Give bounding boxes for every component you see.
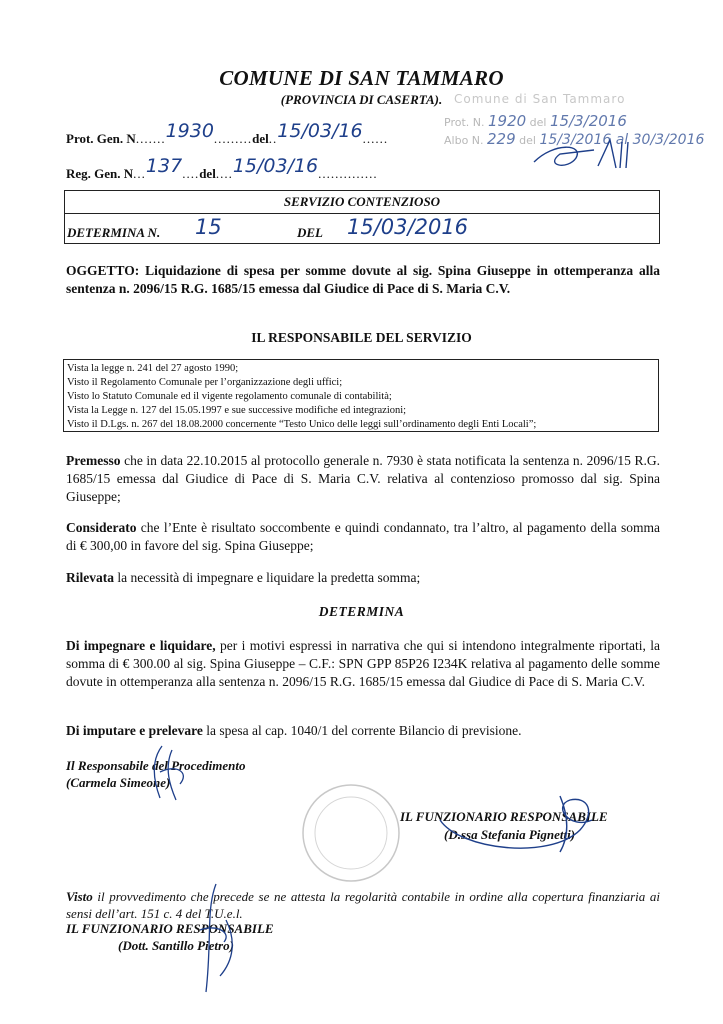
visto-label: Visto xyxy=(66,889,93,904)
stamp-prot-value: 1920 xyxy=(487,112,527,130)
municipal-seal xyxy=(296,778,406,888)
funzionario-signature xyxy=(420,790,620,860)
reg-gen-label: Reg. Gen. N xyxy=(66,166,134,181)
premesso-label: Premesso xyxy=(66,453,121,468)
visti-item: Visto il D.Lgs. n. 267 del 18.08.2000 concernente “Testo Unico delle leggi sull’ordinamento degli Enti Locali”; xyxy=(67,419,537,430)
rilevata-paragraph xyxy=(66,569,660,587)
determina-label: DETERMINA N. xyxy=(67,225,161,240)
prot-gen-line: Prot. Gen. N.......1930.........del..15/03/16...... xyxy=(66,120,389,146)
procedimento-signature xyxy=(120,742,210,802)
rilevata-text: la necessità di impegnare e liquidare la predetta somma; xyxy=(114,570,421,585)
visto-role: IL FUNZIONARIO RESPONSABILE xyxy=(66,921,274,936)
imputare-paragraph xyxy=(66,722,660,740)
oggetto-paragraph xyxy=(66,262,660,298)
stamp-albo-label: Albo N. xyxy=(444,134,484,147)
impegnare-text: per i motivi espressi in narrativa che qui si intendono integralmente riportati, la somma di € 300.00 al sig. Spina Giuseppe – C.F.: SPN GPP 85P26 I234K relativa al pagamento delle somme dovute in ottemperanza alla sentenza n. 2096/15 R.G. 1685/15 emessa dal Giudice di Pace di S. Maria C.V. xyxy=(66,638,660,689)
prot-del-label: del xyxy=(252,131,269,146)
protocol-stamp xyxy=(444,84,714,174)
stamp-prot-del: del xyxy=(529,116,547,129)
visto-text: il provvedimento che precede se ne attesta la regolarità contabile in ordine alla copertura finanziaria ai sensi dell’art. 151 c. 4 del T.U.e.l. xyxy=(66,889,660,921)
visto-paragraph xyxy=(66,888,660,922)
reg-gen-line: Reg. Gen. N...137....del....15/03/16.............. xyxy=(66,155,378,181)
considerato-label: Considerato xyxy=(66,520,137,535)
service-box xyxy=(64,190,660,244)
reg-gen-date: 15/03/16 xyxy=(232,155,319,177)
visti-item: Visto il Regolamento Comunale per l’organizzazione degli uffici; xyxy=(67,377,343,388)
reg-del-label: del xyxy=(199,166,216,181)
considerato-text: che l’Ente è risultato soccombente e quindi condannato, tra l’altro, al pagamento della somma di € 300,00 in favore del sig. Spina Giuseppe; xyxy=(66,520,660,553)
considerato-paragraph xyxy=(66,519,660,555)
oggetto-label: OGGETTO: xyxy=(66,263,140,278)
oggetto-text: Liquidazione di spesa per somme dovute al sig. Spina Giuseppe in ottemperanza alla sentenza n. 2096/15 R.G. 1685/15 emessa dal Giudice di Pace di S. Maria C.V. xyxy=(66,263,661,296)
province-subtitle: (PROVINCIA DI CASERTA). xyxy=(280,92,443,107)
funzionario-name: (D.ssa Stefania Pignetti) xyxy=(444,827,576,842)
visti-box xyxy=(63,359,659,432)
prot-gen-date: 15/03/16 xyxy=(277,120,363,142)
determina-heading: DETERMINA xyxy=(318,604,405,619)
premesso-text: che in data 22.10.2015 al protocollo generale n. 7930 è stata notificata la sentenza n. 2096/15 R.G. 1685/15 emessa dal Giudice di Pace di S. Maria C.V. relativa al contenzioso promosso dal sig. Spina Giuseppe; xyxy=(66,453,660,504)
visti-item: Vista la Legge n. 127 del 15.05.1997 e sue successive modifiche ed integrazioni; xyxy=(67,405,407,416)
visto-name: (Dott. Santillo Pietro) xyxy=(118,938,234,953)
stamp-albo-del: del xyxy=(519,134,536,147)
prot-gen-label: Prot. Gen. N xyxy=(66,131,136,146)
service-name: SERVIZIO CONTENZIOSO xyxy=(65,191,659,214)
impegnare-paragraph xyxy=(66,637,660,691)
stamp-albo-value: 229 xyxy=(487,130,516,148)
visti-item: Visto lo Statuto Comunale ed il vigente regolamento comunale di contabilità; xyxy=(67,391,392,402)
visto-signature xyxy=(176,880,256,1000)
stamp-line-1: Comune di San Tammaro xyxy=(454,92,626,106)
responsible-title: IL RESPONSABILE DEL SERVIZIO xyxy=(251,330,472,345)
procedimento-name: (Carmela Simeone) xyxy=(66,775,171,790)
imputare-label: Di imputare e prelevare xyxy=(66,723,203,738)
visti-item: Vista la legge n. 241 del 27 agosto 1990; xyxy=(67,363,239,374)
determina-number: 15 xyxy=(195,215,222,239)
procedimento-role: Il Responsabile del Procedimento xyxy=(66,758,246,773)
premesso-paragraph xyxy=(66,452,660,506)
funzionario-role: IL FUNZIONARIO RESPONSABILE xyxy=(400,809,608,824)
determina-del-label: DEL xyxy=(297,225,323,240)
stamp-line-2 xyxy=(444,112,627,130)
reg-gen-number: 137 xyxy=(145,155,183,177)
impegnare-label: Di impegnare e liquidare, xyxy=(66,638,216,653)
stamp-signature xyxy=(524,132,664,174)
stamp-prot-label: Prot. N. xyxy=(444,116,485,129)
rilevata-label: Rilevata xyxy=(66,570,114,585)
prot-gen-number: 1930 xyxy=(165,120,214,142)
stamp-albo-date: 15/3/2016 al 30/3/2016 xyxy=(539,132,705,148)
stamp-prot-date: 15/3/2016 xyxy=(549,112,627,130)
imputare-text: la spesa al cap. 1040/1 del corrente Bilancio di previsione. xyxy=(202,723,522,738)
municipality-title: COMUNE DI SAN TAMMARO xyxy=(219,66,504,90)
determina-date: 15/03/2016 xyxy=(347,215,469,239)
